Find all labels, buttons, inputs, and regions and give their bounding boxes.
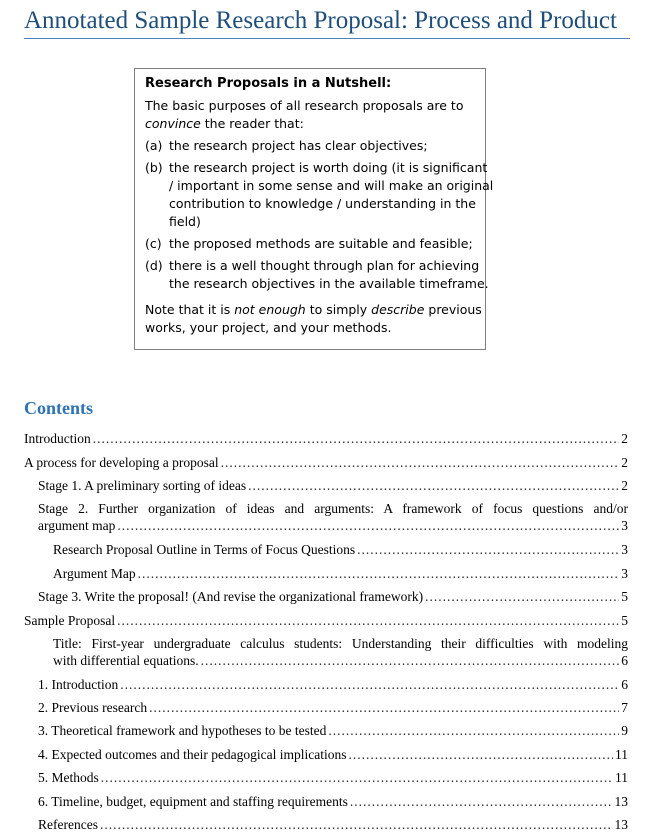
toc-entry-stage-1[interactable]: [38, 477, 628, 494]
nutshell-heading: Research Proposals in a Nutshell:: [145, 76, 392, 91]
toc-entry-text: Stage 3. Write the proposal! (And revise the organizational framework): [38, 589, 424, 604]
item-d-line-2: the research objectives in the available timeframe.: [169, 276, 489, 291]
note-part-3: previous: [424, 302, 482, 317]
toc-page-number: 13: [614, 817, 628, 832]
toc-entry-section-5[interactable]: [38, 769, 628, 786]
intro-rest: the reader that:: [200, 116, 304, 131]
note-emphasis-2: describe: [371, 302, 425, 317]
toc-leader-dots: [425, 588, 619, 605]
toc-entry-section-2[interactable]: [38, 699, 628, 716]
toc-entry-sample-proposal[interactable]: [24, 612, 628, 629]
toc-page-number: 5: [621, 589, 628, 604]
toc-entry-stage-2-line1[interactable]: Stage 2. Further organization of ideas and arguments: A framework of focus questions and/or: [38, 501, 628, 516]
item-c-label: (c): [145, 236, 162, 251]
toc-entry-text: Sample Proposal: [24, 613, 116, 628]
toc-leader-dots: [101, 769, 613, 786]
item-b-line-2: / important in some sense and will make an original: [169, 178, 494, 193]
toc-entry-title-line1[interactable]: Title: First-year undergraduate calculus students: Understanding their difficulties with modeling: [53, 636, 628, 651]
item-b-line-1: the research project is worth doing (it is significant: [169, 160, 488, 175]
item-a-label: (a): [145, 138, 163, 153]
toc-leader-dots: [117, 612, 619, 629]
toc-leader-dots: [357, 541, 619, 558]
toc-page-number: 3: [621, 518, 628, 533]
toc-entry-text: Introduction: [24, 431, 91, 446]
item-b-line-3: contribution to knowledge / understanding in the: [169, 196, 476, 211]
nutshell-note-line1: [145, 302, 482, 318]
toc-entry-section-6[interactable]: [38, 793, 628, 810]
title-underline: [24, 38, 630, 39]
toc-leader-dots: [349, 746, 613, 763]
toc-leader-dots: [221, 454, 620, 471]
item-a-line: the research project has clear objectives;: [169, 138, 428, 153]
toc-page-number: 2: [621, 455, 628, 470]
toc-entry-text: 1. Introduction: [38, 677, 119, 692]
nutshell-intro-line1: The basic purposes of all research proposals are to: [145, 98, 464, 113]
toc-page-number: 6: [621, 653, 628, 668]
toc-leader-dots: [120, 676, 619, 693]
toc-entry-argument-map[interactable]: [53, 565, 628, 582]
toc-page-number: 7: [621, 700, 628, 715]
toc-page-number: 11: [615, 747, 628, 762]
toc-page-number: 9: [621, 723, 628, 738]
toc-entry-text: argument map: [38, 518, 116, 533]
toc-entry-text: 5. Methods: [38, 770, 99, 785]
toc-leader-dots: [117, 517, 619, 534]
toc-page-number: 11: [615, 770, 628, 785]
item-d-label: (d): [145, 258, 163, 273]
toc-entry-text: 3. Theoretical framework and hypotheses to be tested: [38, 723, 327, 738]
item-c-line: the proposed methods are suitable and feasible;: [169, 236, 473, 251]
toc-page-number: 5: [621, 613, 628, 628]
toc-leader-dots: [93, 430, 620, 447]
note-emphasis-1: not enough: [234, 302, 306, 317]
toc-entry-process[interactable]: [24, 454, 628, 471]
toc-leader-dots: [149, 699, 619, 716]
toc-entry-section-1[interactable]: [38, 676, 628, 693]
toc-leader-dots: [138, 565, 620, 582]
intro-emphasis: convince: [145, 116, 201, 131]
toc-entry-references[interactable]: [38, 816, 628, 833]
toc-leader-dots: [201, 652, 620, 669]
toc-entry-text: A process for developing a proposal: [24, 455, 219, 470]
nutshell-intro-line2: [145, 116, 304, 132]
document-title: Annotated Sample Research Proposal: Process and Product: [24, 7, 617, 34]
note-part-2: to simply: [305, 302, 372, 317]
item-b-line-4: field): [169, 214, 201, 229]
contents-heading: Contents: [24, 398, 94, 418]
toc-entry-text: 4. Expected outcomes and their pedagogical implications: [38, 747, 347, 762]
toc-entry-text: 6. Timeline, budget, equipment and staffing requirements: [38, 794, 348, 809]
toc-page-number: 3: [621, 566, 628, 581]
item-d-line-1: there is a well thought through plan for achieving: [169, 258, 480, 273]
toc-page-number: 2: [621, 478, 628, 493]
toc-entry-title[interactable]: [53, 652, 628, 669]
nutshell-box: [134, 68, 494, 350]
toc-entry-stage-3[interactable]: [38, 588, 628, 605]
toc-entry-outline-focus-questions[interactable]: [53, 541, 628, 558]
toc-entry-text: Argument Map: [53, 566, 136, 581]
note-part-1: Note that it is: [145, 302, 235, 317]
toc-page-number: 2: [621, 431, 628, 446]
toc-entry-text: with differential equations.: [53, 653, 199, 668]
toc-leader-dots: [248, 477, 619, 494]
toc-entry-text: Stage 1. A preliminary sorting of ideas: [38, 478, 247, 493]
toc-leader-dots: [350, 793, 613, 810]
toc-leader-dots: [328, 722, 619, 739]
toc-page-number: 3: [621, 542, 628, 557]
toc-entry-stage-2[interactable]: [38, 517, 628, 534]
nutshell-note-line2: works, your project, and your methods.: [145, 320, 392, 335]
toc-entry-text: 2. Previous research: [38, 700, 148, 715]
toc-entry-introduction[interactable]: [24, 430, 628, 447]
toc-page-number: 13: [614, 794, 628, 809]
toc-entry-text: Research Proposal Outline in Terms of Focus Questions: [53, 542, 356, 557]
toc-leader-dots: [100, 816, 613, 833]
toc-page-number: 6: [621, 677, 628, 692]
toc-entry-section-4[interactable]: [38, 746, 628, 763]
item-b-label: (b): [145, 160, 163, 175]
toc-entry-text: References: [38, 817, 98, 832]
toc-entry-section-3[interactable]: [38, 722, 628, 739]
